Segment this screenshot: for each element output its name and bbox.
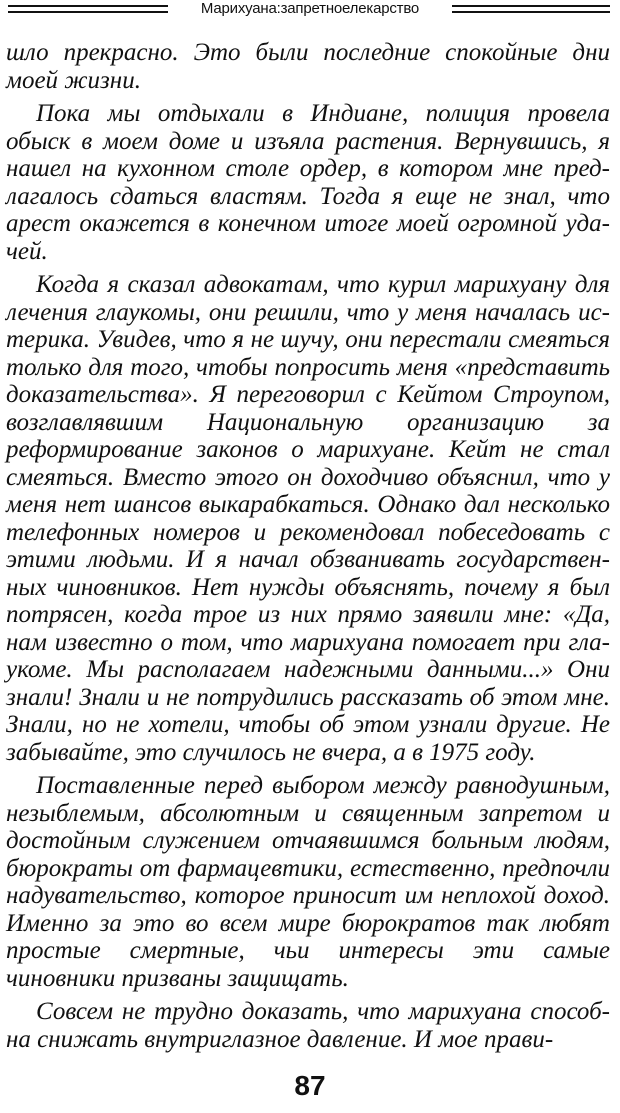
header-title: Марихуана:запретноелекарство — [200, 0, 420, 17]
paragraph: Совсем не трудно доказать, что марихуана способна снижать внутриглазное давление. И мое прави- — [6, 998, 610, 1053]
paragraph: Когда я сказал адвокатам, что курил марихуану для лечения глаукомы, они решили, что у меня началась истерика. Увидев, что я не шучу, они перестали смеяться только для того, чтобы попросить меня «представить доказательства». Я переговорил с Кейтом Строупом, возглавлявшим Национальную организацию за реформирование законов о марихуане. Кейт не стал смеяться. Вместо этого он доходчиво объяснил, что у меня нет шансов выкарабкаться. Однако дал несколько телефонных номеров и рекомендовал побеседовать с этими людьми. И я начал обзванивать государственных чиновников. Нет нужды объяснять, почему я был потрясен, когда трое из них прямо заявили мне: «Да, нам известно о том, что марихуана помогает при глаукоме. Мы располагаем надежными данными...» Они знали! Знали и не потрудились рассказать об этом мне. Знали, но не хотели, чтобы об этом узнали другие. Не забывайте, это случилось не вчера, а в 1975 году. — [6, 271, 610, 766]
body-text — [6, 39, 610, 1059]
running-header — [0, 0, 620, 22]
paragraph: Пока мы отдыхали в Индиане, полиция провела обыск в моем доме и изъяла растения. Вернувшись, я нашел на кухонном столе ордер, в котором мне предлагалось сдаться властям. Тогда я еще не знал, что арест окажется в конечном итоге моей огромной удачей. — [6, 100, 610, 265]
header-rule-left-bottom — [8, 11, 168, 13]
paragraph: Поставленные перед выбором между равнодушным, незыблемым, абсолютным и священным запретом и достойным служением отчаявшимся больным людям, бюрократы от фармацевтики, естественно, предпочли надувательство, которое приносит им неплохой доход. Именно за это во всем мире бюрократов так любят простые смертные, чьи интересы эти самые чиновники призваны защищать. — [6, 772, 610, 992]
page-number: 87 — [294, 1070, 326, 1101]
header-rule-right-bottom — [452, 11, 610, 13]
header-rule-right-top — [452, 5, 610, 7]
paragraph-continued: шло прекрасно. Это были последние спокойные дни моей жизни. — [6, 39, 610, 94]
header-rule-left-top — [8, 5, 168, 7]
